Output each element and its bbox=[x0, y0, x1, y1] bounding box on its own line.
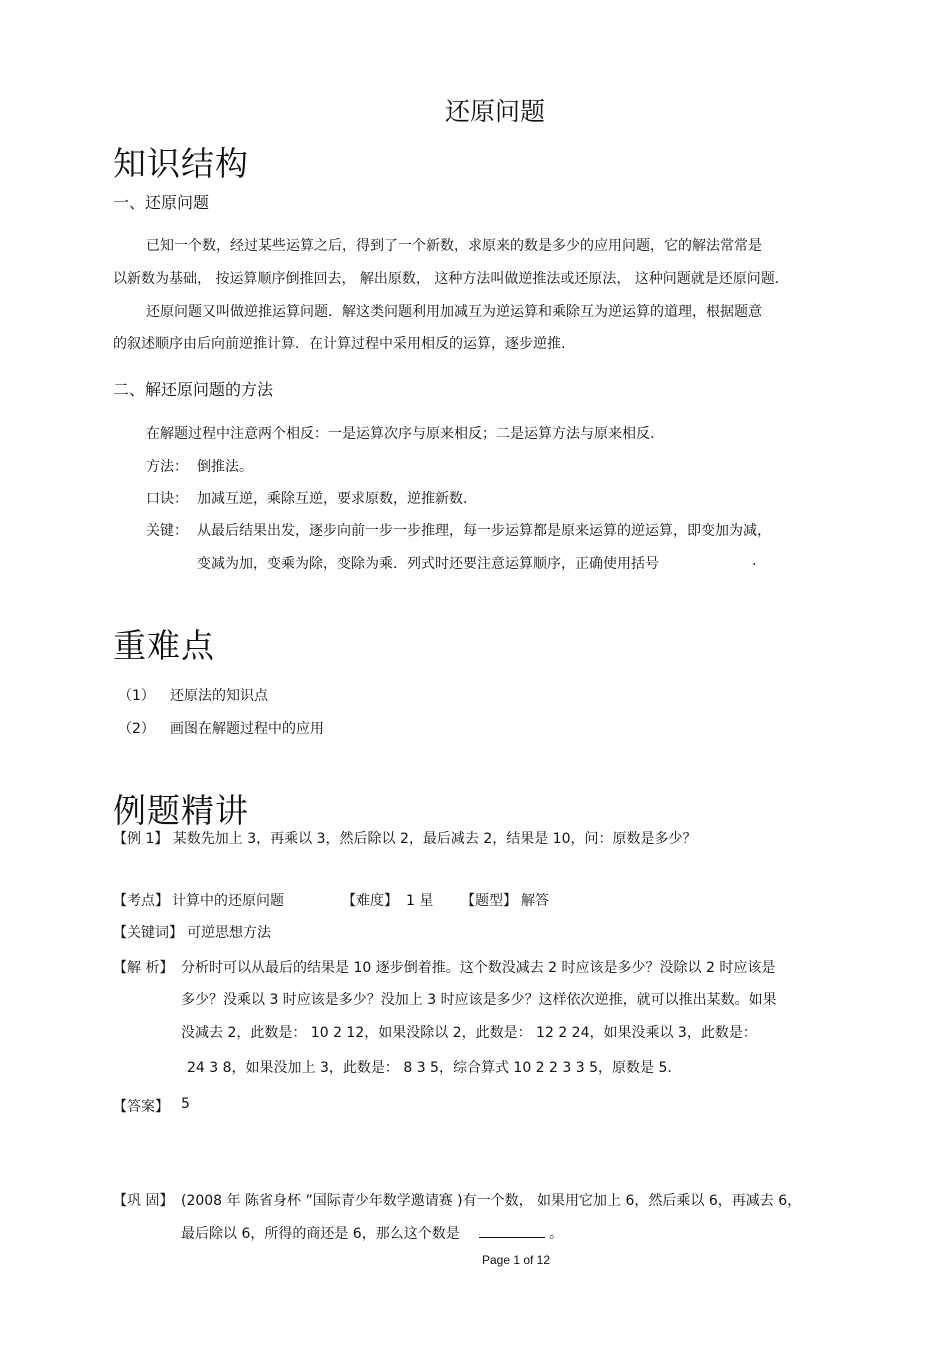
key-text-end: . bbox=[752, 553, 757, 569]
subheading-restore-problem: 一、还原问题 bbox=[113, 193, 210, 212]
method-label: 方法： bbox=[146, 459, 188, 475]
heading-examples: 例题精讲 bbox=[113, 791, 249, 830]
analysis-line-1: 分析时可以从最后的结果是 10 逐步倒着推。这个数没减去 2 时应该是多少？没除以 2 时应该是 bbox=[181, 960, 776, 976]
analysis-label: 【解 析】 bbox=[113, 960, 174, 976]
paragraph-2-line-1: 还原问题又叫做逆推运算问题．解这类问题利用加减互为逆运算和乘除互为逆运算的道理，根据题意 bbox=[146, 304, 762, 320]
question-type-value: 解答 bbox=[521, 893, 549, 909]
key-label: 关键： bbox=[146, 523, 188, 539]
key-text-line-2: 变减为加，变乘为除，变除为乘．列式时还要注意运算顺序，正确使用括号 bbox=[197, 556, 659, 572]
analysis-line-3: 没减去 2，此数是： 10 2 12，如果没除以 2，此数是： 12 2 24，如果没乘以 3，此数是： bbox=[181, 1025, 757, 1041]
answer-value: 5 bbox=[181, 1096, 190, 1112]
rhyme-text: 加减互逆，乘除互逆，要求原数，逆推新数. bbox=[197, 491, 468, 507]
analysis-line-4: 24 3 8，如果没加上 3，此数是： 8 3 5，综合算式 10 2 2 3 3 5，原数是 5. bbox=[187, 1060, 672, 1076]
paragraph-1-line-1: 已知一个数，经过某些运算之后，得到了一个新数，求原来的数是多少的应用问题，它的解法常常是 bbox=[146, 238, 762, 254]
key-point-2-number: （2） bbox=[118, 721, 155, 737]
method-line-1: 在解题过程中注意两个相反：一是运算次序与原来相反；二是运算方法与原来相反. bbox=[146, 426, 655, 442]
key-point-2-text: 画图在解题过程中的应用 bbox=[170, 721, 324, 737]
consolidation-line-2-text: 最后除以 6，所得的商还是 6，那么这个数是 bbox=[181, 1226, 460, 1242]
difficulty-label: 【难度】 bbox=[342, 893, 398, 909]
keyword-value: 可逆思想方法 bbox=[187, 925, 271, 941]
rhyme-label: 口诀： bbox=[146, 491, 188, 507]
consolidation-line-2-end: 。 bbox=[549, 1226, 564, 1242]
heading-key-points: 重难点 bbox=[113, 626, 215, 665]
method-text: 倒推法。 bbox=[197, 459, 253, 475]
analysis-line-2: 多少？没乘以 3 时应该是多少？没加上 3 时应该是多少？这样依次逆推，就可以推出某数。如果 bbox=[181, 992, 777, 1008]
heading-knowledge-structure: 知识结构 bbox=[113, 144, 249, 183]
test-point-label: 【考点】 bbox=[113, 893, 169, 909]
key-text-line-1: 从最后结果出发，逐步向前一步一步推理，每一步运算都是原来运算的逆运算，即变加为减， bbox=[197, 523, 771, 539]
question-type-label: 【题型】 bbox=[461, 893, 517, 909]
test-point-value: 计算中的还原问题 bbox=[172, 893, 284, 909]
consolidation-line-1: (2008 年 陈省身杯 ”国际青少年数学邀请赛 )有一个数， 如果用它加上 6，然后乘以 6，再减去 6， bbox=[181, 1193, 802, 1209]
keyword-label: 【关键词】 bbox=[113, 925, 183, 941]
page-title: 还原问题 bbox=[444, 97, 545, 126]
consolidation-label: 【巩 固】 bbox=[113, 1193, 174, 1209]
subheading-method: 二、解还原问题的方法 bbox=[113, 380, 274, 399]
consolidation-line-2 bbox=[181, 1223, 563, 1243]
paragraph-2-line-2: 的叙述顺序由后向前逆推计算．在计算过程中采用相反的运算，逐步逆推. bbox=[113, 336, 566, 352]
answer-label: 【答案】 bbox=[113, 1099, 169, 1115]
paragraph-1-line-2: 以新数为基础， 按运算顺序倒推回去， 解出原数， 这种方法叫做逆推法或还原法， 这种问题就是还原问题. bbox=[113, 271, 780, 287]
key-point-1-text: 还原法的知识点 bbox=[170, 688, 268, 704]
answer-blank bbox=[479, 1225, 545, 1238]
page-footer: Page 1 of 12 bbox=[481, 1253, 551, 1267]
key-point-1-number: （1） bbox=[118, 688, 155, 704]
example-1-question: 【例 1】 某数先加上 3，再乘以 3，然后除以 2，最后减去 2，结果是 10，问：原数是多少？ bbox=[113, 831, 697, 847]
difficulty-value: 1 星 bbox=[406, 893, 434, 909]
